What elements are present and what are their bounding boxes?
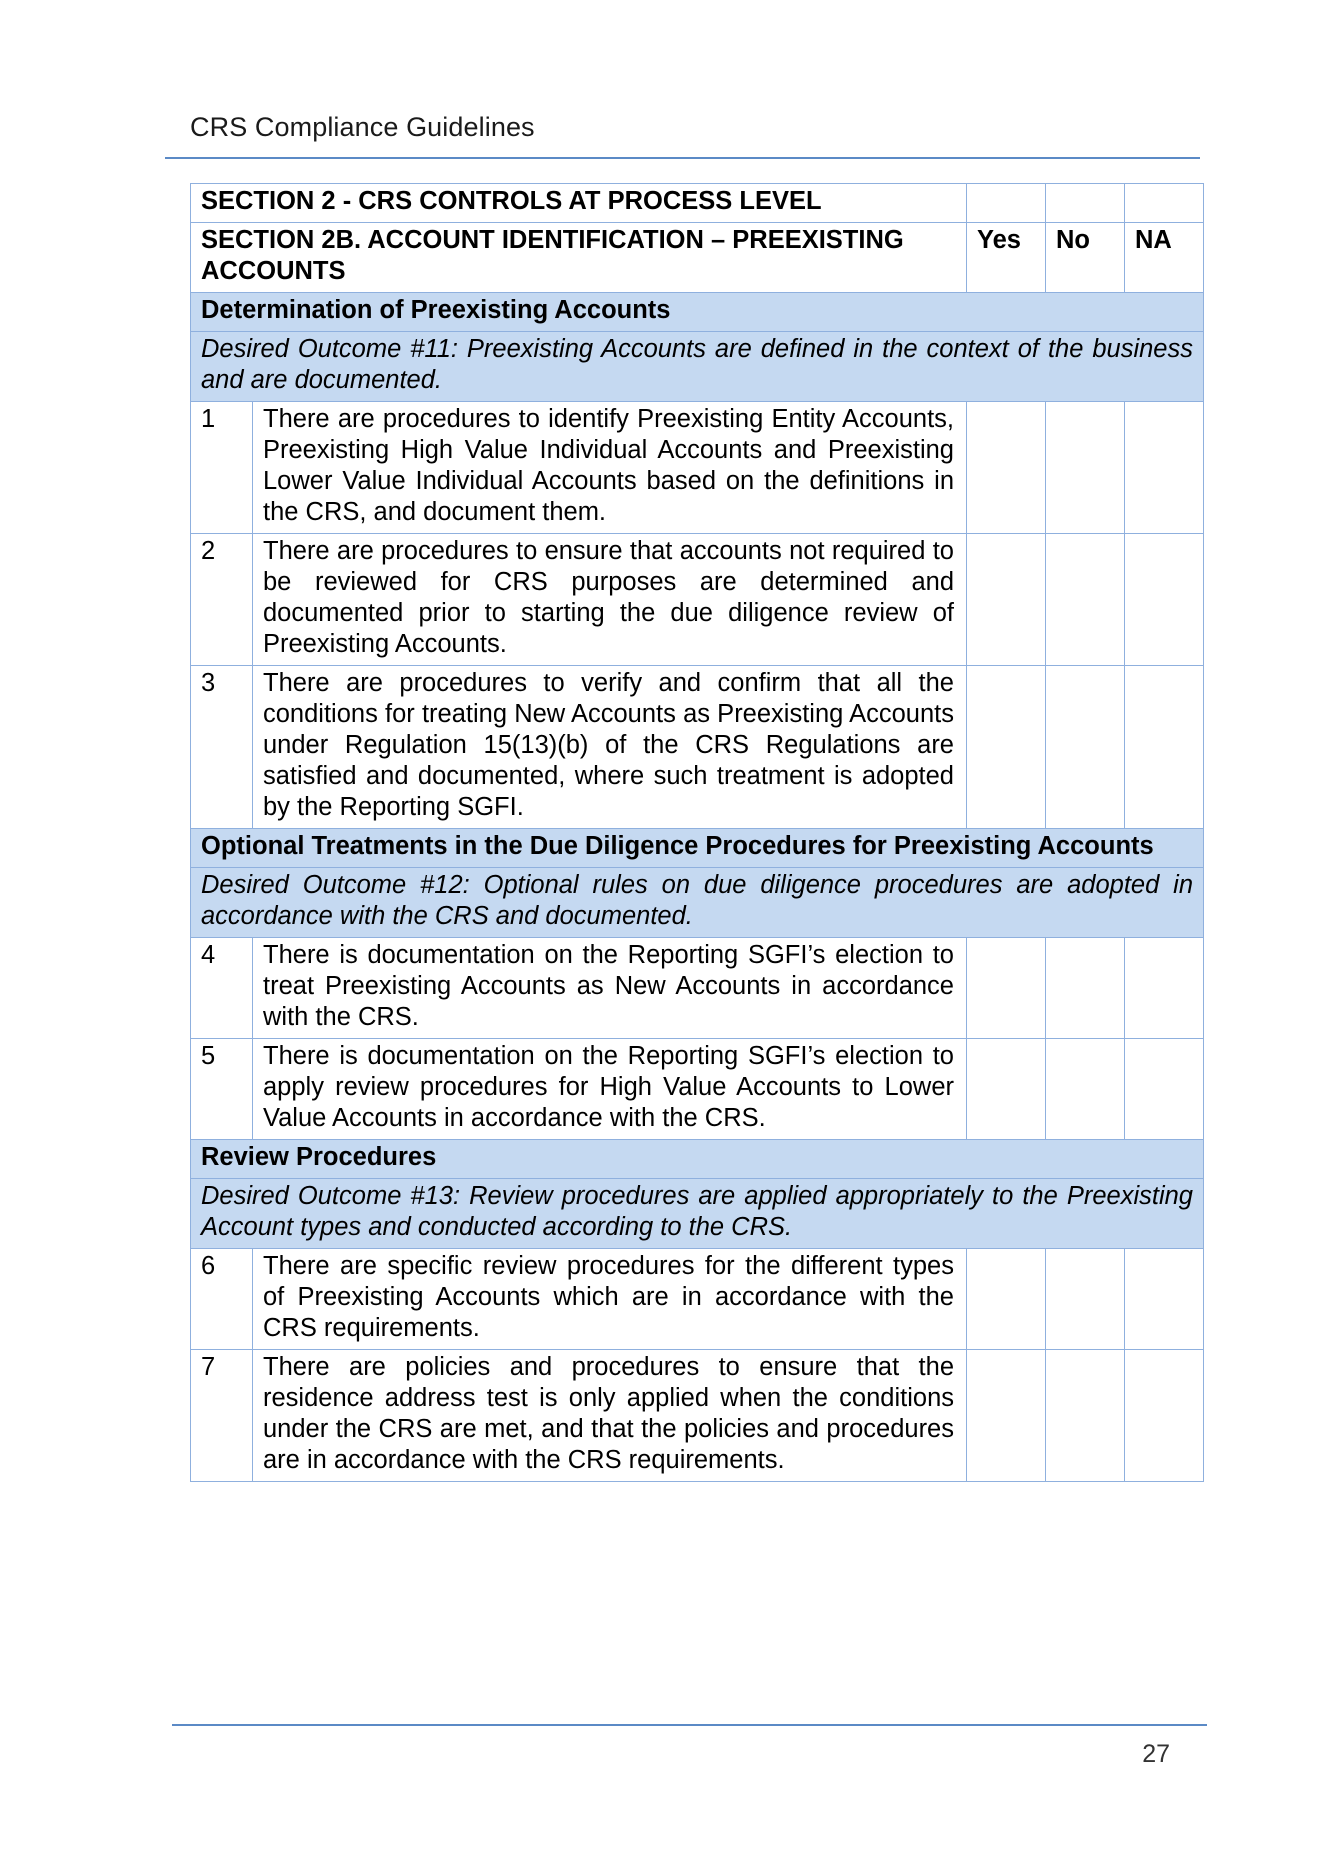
no-checkbox-cell[interactable] (1046, 1249, 1125, 1350)
no-checkbox-cell[interactable] (1046, 1350, 1125, 1482)
desired-outcome-text: Desired Outcome #12: Optional rules on due diligence procedures are adopted in accordance with the CRS and documented. (191, 868, 1204, 938)
subsection-title-row (191, 223, 1204, 293)
item-number: 3 (191, 666, 253, 829)
subsection-title: SECTION 2B. ACCOUNT IDENTIFICATION – PREEXISTING ACCOUNTS (191, 223, 967, 293)
no-checkbox-cell[interactable] (1046, 534, 1125, 666)
na-checkbox-cell[interactable] (1125, 402, 1204, 534)
no-checkbox-cell[interactable] (1046, 938, 1125, 1039)
item-description: There are policies and procedures to ensure that the residence address test is only applied when the conditions under the CRS are met, and that the policies and procedures are in accordance with the CRS requirements. (253, 1350, 967, 1482)
checklist-item-row (191, 1039, 1204, 1140)
header-divider (165, 157, 1200, 159)
item-description: There are procedures to ensure that accounts not required to be reviewed for CRS purposes are determined and documented prior to starting the due diligence review of Preexisting Accounts. (253, 534, 967, 666)
no-checkbox-cell[interactable] (1046, 666, 1125, 829)
no-checkbox-cell[interactable] (1046, 1039, 1125, 1140)
group-heading-row (191, 293, 1204, 332)
yes-checkbox-cell[interactable] (967, 666, 1046, 829)
column-header-na: NA (1125, 223, 1204, 293)
na-checkbox-cell[interactable] (1125, 938, 1204, 1039)
checklist-item-row (191, 1350, 1204, 1482)
item-number: 7 (191, 1350, 253, 1482)
desired-outcome-text: Desired Outcome #13: Review procedures are applied appropriately to the Preexisting Account types and conducted according to the CRS. (191, 1179, 1204, 1249)
na-checkbox-cell[interactable] (1125, 534, 1204, 666)
item-description: There is documentation on the Reporting SGFI’s election to apply review procedures for High Value Accounts to Lower Value Accounts in accordance with the CRS. (253, 1039, 967, 1140)
group-heading: Optional Treatments in the Due Diligence Procedures for Preexisting Accounts (191, 829, 1204, 868)
checklist-item-row (191, 938, 1204, 1039)
desired-outcome-row (191, 332, 1204, 402)
checklist-item-row (191, 402, 1204, 534)
no-checkbox-cell[interactable] (1046, 402, 1125, 534)
yes-checkbox-cell[interactable] (967, 1249, 1046, 1350)
item-description: There are procedures to verify and confirm that all the conditions for treating New Accounts as Preexisting Accounts under Regulation 15(13)(b) of the CRS Regulations are satisfied and documented, where such treatment is adopted by the Reporting SGFI. (253, 666, 967, 829)
item-number: 5 (191, 1039, 253, 1140)
column-header-yes: Yes (967, 223, 1046, 293)
yes-checkbox-cell[interactable] (967, 534, 1046, 666)
section-title-blank-cell (967, 184, 1046, 223)
section-title-blank-cell (1125, 184, 1204, 223)
yes-checkbox-cell[interactable] (967, 402, 1046, 534)
desired-outcome-row (191, 1179, 1204, 1249)
group-heading: Determination of Preexisting Accounts (191, 293, 1204, 332)
item-number: 4 (191, 938, 253, 1039)
section-title-row (191, 184, 1204, 223)
item-description: There are procedures to identify Preexisting Entity Accounts, Preexisting High Value Individual Accounts and Preexisting Lower Value Individual Accounts based on the definitions in the CRS, and document them. (253, 402, 967, 534)
yes-checkbox-cell[interactable] (967, 1350, 1046, 1482)
yes-checkbox-cell[interactable] (967, 938, 1046, 1039)
desired-outcome-row (191, 868, 1204, 938)
group-heading-row (191, 829, 1204, 868)
page-header-title: CRS Compliance Guidelines (190, 112, 535, 142)
na-checkbox-cell[interactable] (1125, 1350, 1204, 1482)
item-number: 1 (191, 402, 253, 534)
page-number: 27 (1142, 1740, 1170, 1768)
checklist-item-row (191, 666, 1204, 829)
column-header-no: No (1046, 223, 1125, 293)
checklist-item-row (191, 534, 1204, 666)
checklist-item-row (191, 1249, 1204, 1350)
item-description: There are specific review procedures for the different types of Preexisting Accounts which are in accordance with the CRS requirements. (253, 1249, 967, 1350)
na-checkbox-cell[interactable] (1125, 666, 1204, 829)
yes-checkbox-cell[interactable] (967, 1039, 1046, 1140)
item-description: There is documentation on the Reporting SGFI’s election to treat Preexisting Accounts as New Accounts in accordance with the CRS. (253, 938, 967, 1039)
section-title: SECTION 2 - CRS CONTROLS AT PROCESS LEVEL (191, 184, 967, 223)
item-number: 2 (191, 534, 253, 666)
section-title-blank-cell (1046, 184, 1125, 223)
group-heading: Review Procedures (191, 1140, 1204, 1179)
desired-outcome-text: Desired Outcome #11: Preexisting Accounts are defined in the context of the business and are documented. (191, 332, 1204, 402)
group-heading-row (191, 1140, 1204, 1179)
item-number: 6 (191, 1249, 253, 1350)
na-checkbox-cell[interactable] (1125, 1039, 1204, 1140)
compliance-checklist-table (190, 183, 1204, 1482)
na-checkbox-cell[interactable] (1125, 1249, 1204, 1350)
footer-divider (172, 1724, 1207, 1726)
